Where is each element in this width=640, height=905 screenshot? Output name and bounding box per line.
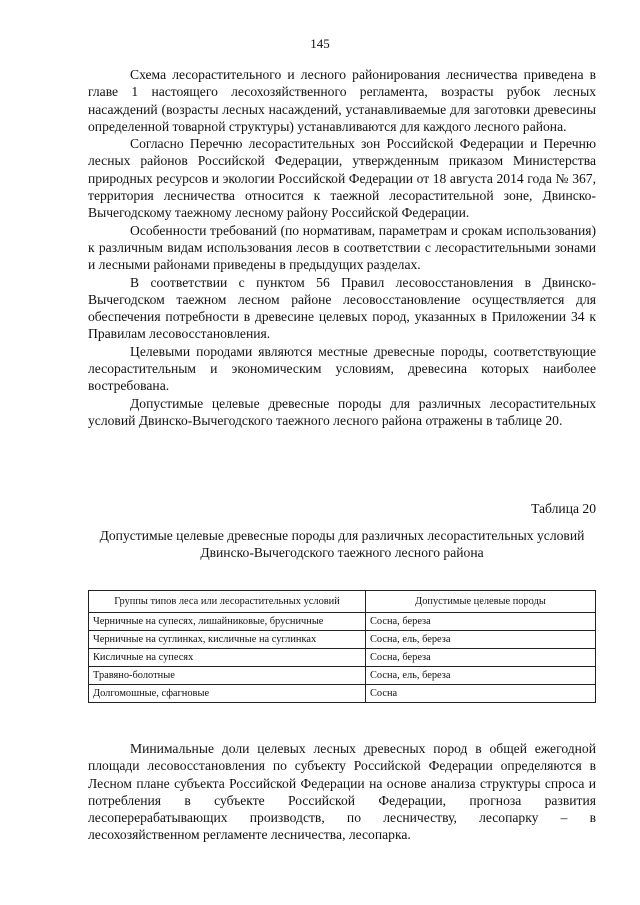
table-row [89, 631, 596, 649]
paragraph: Целевыми породами являются местные древесные породы, соответствующие лесорастительным и экономическим условиям, древесина которых наиболее востребована. [88, 343, 596, 394]
table-cell: Сосна, береза [366, 649, 596, 667]
table-cell: Сосна, ель, береза [366, 667, 596, 685]
table-cell: Кисличные на супесях [89, 649, 366, 667]
paragraph: Минимальные доли целевых лесных древесных пород в общей ежегодной площади лесовосстановления по субъекту Российской Федерации определяются в Лесном плане субъекта Российской Федерации на основе анализа структуры спроса и потребления в субъекте Российской Федерации, прогноза развития лесоперерабатывающих производств, по лесничеству, лесопарку – в лесохозяйственном регламенте лесничества, лесопарка. [88, 741, 596, 843]
paragraph: Схема лесорастительного и лесного районирования лесничества приведена в главе 1 настоящего лесохозяйственного регламента, возрасты рубок лесных насаждений (возрасты лесных насаждений, устанавливаемые для заготовки древесины определенной товарной структуры) устанавливаются для каждого лесного района. [88, 67, 596, 134]
table-cell: Сосна, ель, береза [366, 631, 596, 649]
table-row [89, 667, 596, 685]
paragraph: В соответствии с пунктом 56 Правил лесовосстановления в Двинско-Вычегодском таежном лесном районе лесовосстановление осуществляется для обеспечения потребности в древесине целевых пород, указанных в Приложении 34 к Правилам лесовосстановления. [88, 274, 596, 342]
table-cell: Долгомошные, сфагновые [89, 685, 366, 703]
table-cell: Черничные на супесях, лишайниковые, брусничные [89, 613, 366, 631]
closing-text [88, 740, 596, 844]
table-cell: Черничные на суглинках, кисличные на суглинках [89, 631, 366, 649]
table-header-cell: Группы типов леса или лесорастительных условий [89, 591, 366, 613]
table-caption: Таблица 20 [531, 501, 596, 516]
body-text [88, 66, 596, 429]
paragraph: Согласно Перечню лесорастительных зон Российской Федерации и Перечню лесных районов Российской Федерации, утвержденным приказом Министерства природных ресурсов и экологии Российской Федерации от 18 августа 2014 года № 367, территория лесничества относится к таежной лесорастительной зоне, Двинско-Вычегодскому таежному лесному району Российской Федерации. [88, 136, 596, 221]
table-row [89, 685, 596, 703]
table-cell: Сосна, береза [366, 613, 596, 631]
table-row [89, 649, 596, 667]
table-cell: Сосна [366, 685, 596, 703]
paragraph: Допустимые целевые древесные породы для различных лесорастительных условий Двинско-Вычегодского таежного лесного района отражены в таблице 20. [88, 395, 596, 428]
data-table [88, 590, 596, 703]
table-cell: Травяно-болотные [89, 667, 366, 685]
table-header-row [89, 591, 596, 613]
page-number: 145 [310, 36, 330, 51]
paragraph: Особенности требований (по нормативам, параметрам и срокам использования) к различным видам использования лесов в соответствии с лесорастительными зонами и лесными районами приведены в предыдущих разделах. [88, 222, 596, 273]
table-header-cell: Допустимые целевые породы [366, 591, 596, 613]
table-title: Допустимые целевые древесные породы для различных лесорастительных условий Двинско-Вычегодского таежного лесного района [99, 528, 585, 561]
table-row [89, 613, 596, 631]
